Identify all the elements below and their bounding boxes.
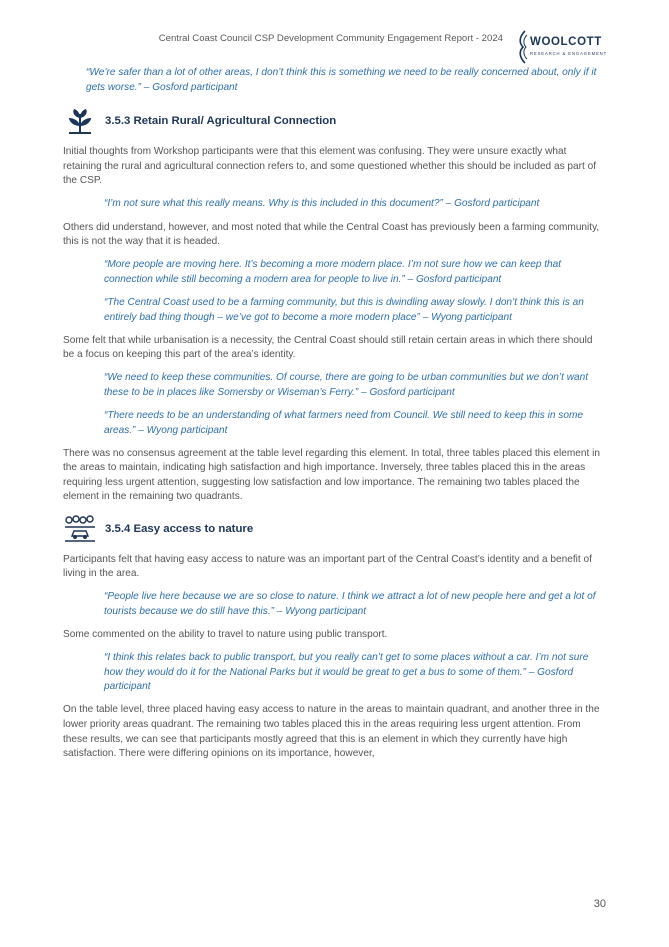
page-content [63, 66, 603, 770]
woolcott-logo [516, 29, 616, 69]
section-title-353: 3.5.3 Retain Rural/ Agricultural Connection [105, 115, 337, 128]
paragraph: Participants felt that having easy access to nature was an important part of the Central Coast’s identity and a benefit of living in the area. [63, 553, 592, 580]
logo-tagline: RESEARCH & ENGAGEMENT [530, 51, 608, 56]
paragraph: Initial thoughts from Workshop participants were that this element was confusing. They were unsure exactly what retaining the rural and agricultural connection refers to, and some questioned whether this should be included as part of the CSP. [63, 146, 597, 187]
quote-intro: “We’re safer than a lot of other areas, I don’t think this is something we need to be really concerned about, only if it gets worse.” – Gosford participant [86, 67, 597, 93]
trees-car-icon [63, 514, 97, 544]
section-heading-354 [63, 514, 603, 544]
section-heading-353 [63, 106, 603, 136]
quote: “More people are moving here. It’s becoming a more modern place. I’m not sure how we can keep that connection while still becoming a modern area for people to live in.” – Gosford participant [104, 259, 562, 285]
plant-icon [63, 106, 97, 136]
paragraph: There was no consensus agreement at the table level regarding this element. In total, three tables placed this element in the areas to maintain, indicating high satisfaction and high importance. Inversely, three tables placed this in the areas requiring less urgent attention, suggesting low satisfaction and low importance. The remaining two tables placed the element in the remaining two quadrants. [63, 447, 600, 503]
page-number: 30 [593, 898, 606, 910]
quote: “People live here because we are so close to nature. I think we attract a lot of new people here and get a lot of tourists because we do still have this.” – Wyong participant [104, 591, 596, 617]
paragraph: On the table level, three placed having easy access to nature in the areas to maintain quadrant, and another three in the lower priority areas quadrant. The remaining two tables placed this in the areas requiring less urgent attention. From these results, we can see that participants mostly agreed that this is an element in which they currently have high satisfaction. There were differing opinions on its importance, however, [63, 704, 600, 760]
quote: “There needs to be an understanding of what farmers need from Council. We still need to keep this in some areas.” – Wyong participant [104, 410, 583, 436]
quote: “I’m not sure what this really means. Why is this included in this document?” – Gosford participant [104, 198, 540, 210]
section-title-354: 3.5.4 Easy access to nature [105, 522, 254, 535]
report-title: Central Coast Council CSP Development Community Engagement Report - 2024 [158, 33, 503, 44]
quote: “We need to keep these communities. Of course, there are going to be urban communities but we don’t want these to be in places like Somersby or Wiseman’s Ferry.” – Gosford participant [104, 372, 589, 398]
paragraph: Others did understand, however, and most noted that while the Central Coast has previously been a farming community, this is not the way that it is headed. [63, 221, 600, 248]
paragraph: Some commented on the ability to travel to nature using public transport. [63, 628, 388, 640]
paragraph: Some felt that while urbanisation is a necessity, the Central Coast should still retain certain areas in which there should be a focus on keeping this part of the area’s identity. [63, 334, 593, 361]
quote: “I think this relates back to public transport, but you really can’t get to some places without a car. I’m not sure how they would do it for the National Parks but it would be great to get a bus to some of them.” – Gosford participant [104, 652, 589, 693]
quote: “The Central Coast used to be a farming community, but this is dwindling away slowly. I don’t think this is an entirely bad thing though – we’ve got to become a more modern place” – Wyong participant [104, 296, 584, 323]
logo-mark-icon [516, 29, 530, 65]
logo-wordmark: WOOLCOTT [530, 36, 602, 48]
page-header [0, 29, 669, 69]
